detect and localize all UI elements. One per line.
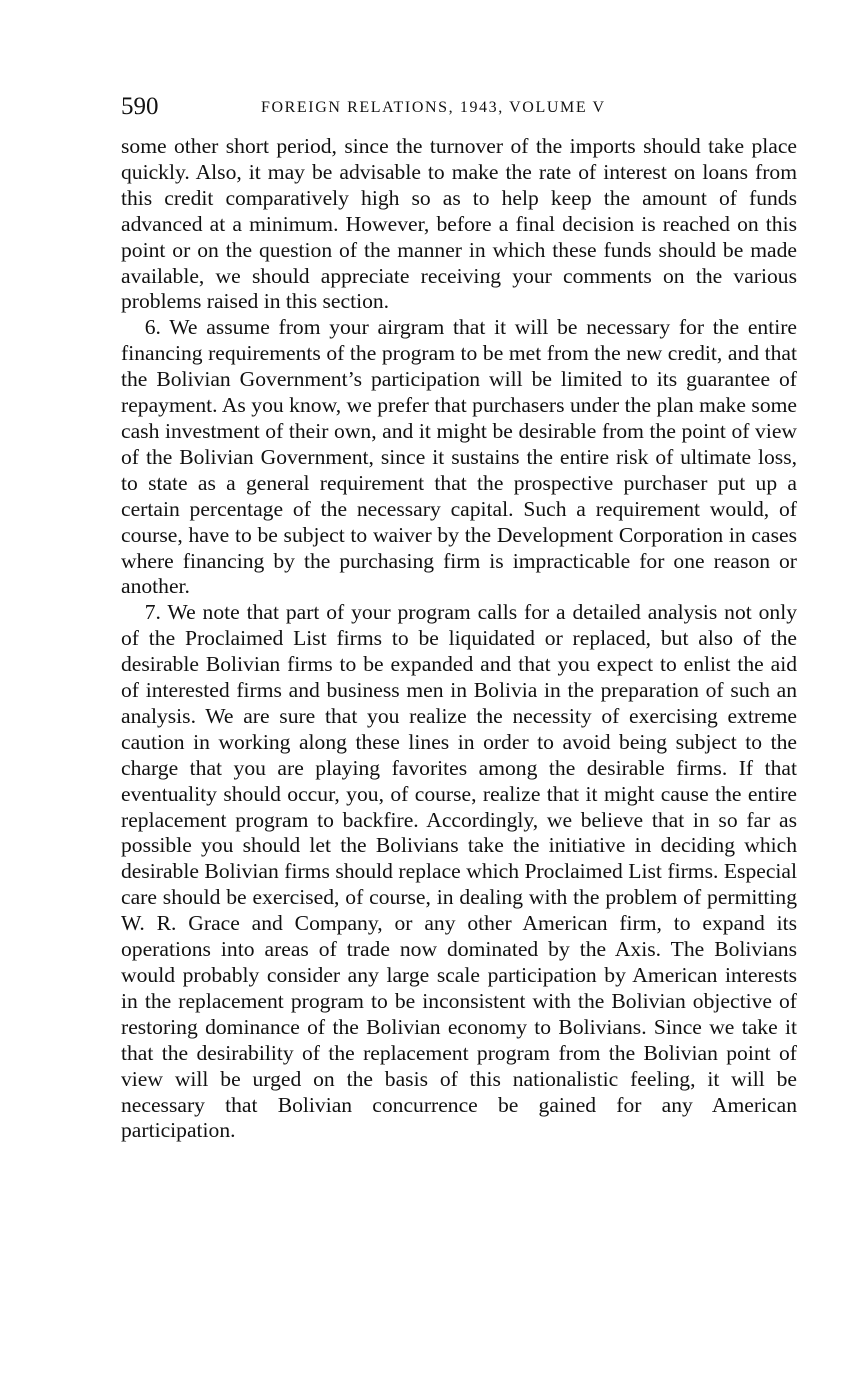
paragraph-7: 7. We note that part of your program calls for a detailed analysis not only of the Proclaimed List firms to be liquidated or replaced, but also of the desirable Bolivian firms to be expanded and that you expect to enlist the aid of interested firms and business men in Bolivia in the preparation of such an analysis. We are sure that you realize the necessity of exercising extreme caution in working along these lines in order to avoid being subject to the charge that you are playing favorites among the desirable firms. If that eventuality should occur, you, of course, realize that it might cause the entire replacement program to backfire. Accordingly, we believe that in so far as possible you should let the Bolivians take the initiative in deciding which desirable Bolivian firms should replace which Proclaimed List firms. Especial care should be exercised, of course, in dealing with the problem of permitting W. R. Grace and Company, or any other American firm, to expand its operations into areas of trade now dominated by the Axis. The Bolivians would probably consider any large scale participation by American interests in the replacement program to be inconsistent with the Bolivian objective of restoring dominance of the Bolivian economy to Bolivians. Since we take it that the desirability of the replacement program from the Bolivian point of view will be urged on the basis of this nationalistic feeling, it will be necessary that Bolivian concurrence be gained for any American participation. [121, 600, 797, 1143]
document-page [121, 92, 797, 1144]
running-header [121, 92, 797, 124]
body-text [121, 134, 797, 1144]
paragraph-continuation: some other short period, since the turnover of the imports should take place quickly. Also, it may be advisable to make the rate of interest on loans from this credit comparatively high so as to help keep the amount of funds advanced at a minimum. However, before a final decision is reached on this point or on the question of the manner in which these funds should be made available, we should appreciate receiving your comments on the various problems raised in this section. [121, 134, 797, 314]
page-number: 590 [121, 93, 159, 120]
paragraph-6: 6. We assume from your airgram that it will be necessary for the entire financing requirements of the program to be met from the new credit, and that the Bolivian Government’s participation will be limited to its guarantee of repayment. As you know, we prefer that purchasers under the plan make some cash investment of their own, and it might be desirable from the point of view of the Bolivian Government, since it sustains the entire risk of ultimate loss, to state as a general requirement that the prospective purchaser put up a certain percentage of the necessary capital. Such a requirement would, of course, have to be subject to waiver by the Development Corporation in cases where financing by the purchasing firm is impracticable for one reason or another. [121, 315, 797, 599]
running-title: FOREIGN RELATIONS, 1943, VOLUME V [261, 99, 606, 116]
